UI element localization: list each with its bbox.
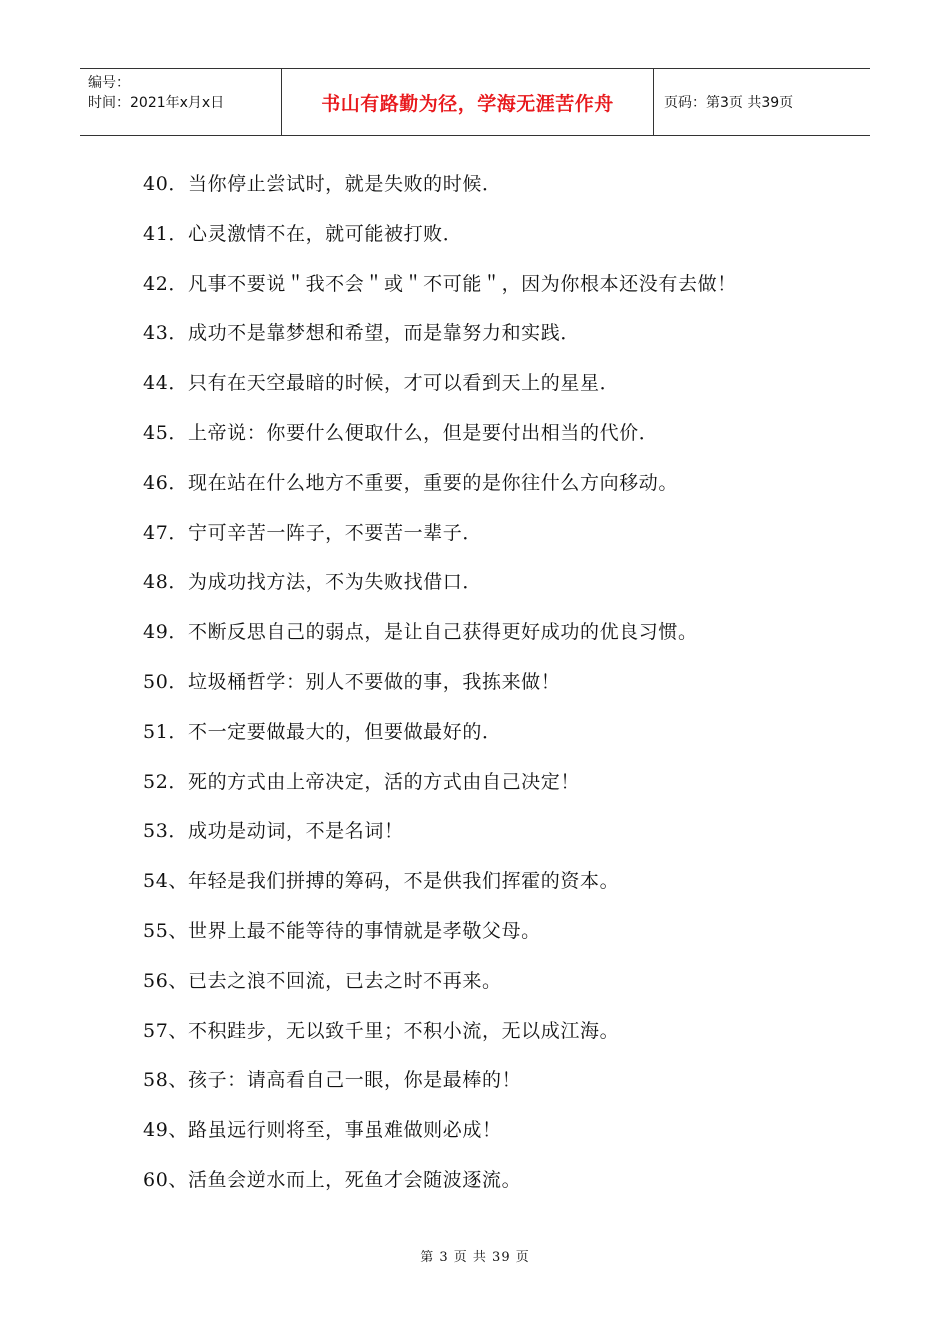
- quote-item: 51．不一定要做最大的，但要做最好的．: [143, 720, 502, 743]
- quote-item: 48．为成功找方法，不为失败找借口．: [143, 571, 482, 594]
- serial-label: 编号：: [88, 75, 130, 91]
- quote-item: 56、已去之浪不回流，已去之时不再来。: [143, 969, 502, 992]
- quote-item: 42．凡事不要说＂我不会＂或＂不可能＂，因为你根本还没有去做！: [143, 272, 737, 295]
- date-label: 时间：2021年x月x日: [88, 95, 225, 111]
- header-meta-cell: [80, 69, 282, 135]
- quote-item: 55、世界上最不能等待的事情就是孝敬父母。: [143, 919, 541, 942]
- quote-item: 53．成功是动词，不是名词！: [143, 820, 404, 843]
- quote-item: 47．宁可辛苦一阵子，不要苦一辈子．: [143, 521, 482, 544]
- quote-item: 46．现在站在什么地方不重要，重要的是你往什么方向移动。: [143, 471, 678, 494]
- quote-item: 40．当你停止尝试时，就是失败的时候．: [143, 173, 502, 195]
- header-page-info: 页码：第3页 共39页: [664, 95, 794, 111]
- quote-item: 41．心灵激情不在，就可能被打败．: [143, 222, 463, 245]
- quote-item: 45．上帝说：你要什么便取什么，但是要付出相当的代价．: [143, 421, 659, 444]
- quote-list: [143, 160, 863, 1206]
- quote-item: 50．垃圾桶哲学：别人不要做的事，我拣来做！: [143, 670, 561, 693]
- quote-item: 57、不积跬步，无以致千里；不积小流，无以成江海。: [143, 1019, 620, 1042]
- quote-item: 60、活鱼会逆水而上，死鱼才会随波逐流。: [143, 1168, 522, 1191]
- page-footer: 第 3 页 共 39 页: [420, 1250, 530, 1265]
- quote-item: 49、路虽远行则将至，事虽难做则必成！: [143, 1119, 502, 1142]
- quote-item: 44．只有在天空最暗的时候，才可以看到天上的星星．: [143, 372, 620, 395]
- quote-item: 58、孩子：请高看自己一眼，你是最棒的！: [143, 1069, 522, 1092]
- quote-item: 52．死的方式由上帝决定，活的方式由自己决定！: [143, 770, 580, 793]
- document-header: [80, 68, 870, 136]
- quote-item: 43．成功不是靠梦想和希望，而是靠努力和实践．: [143, 322, 580, 345]
- quote-item: 49．不断反思自己的弱点，是让自己获得更好成功的优良习惯。: [143, 621, 698, 644]
- quote-item: 54、年轻是我们拼搏的筹码，不是供我们挥霍的资本。: [143, 870, 620, 893]
- header-motto: 书山有路勤为径，学海无涯苦作舟: [282, 69, 654, 135]
